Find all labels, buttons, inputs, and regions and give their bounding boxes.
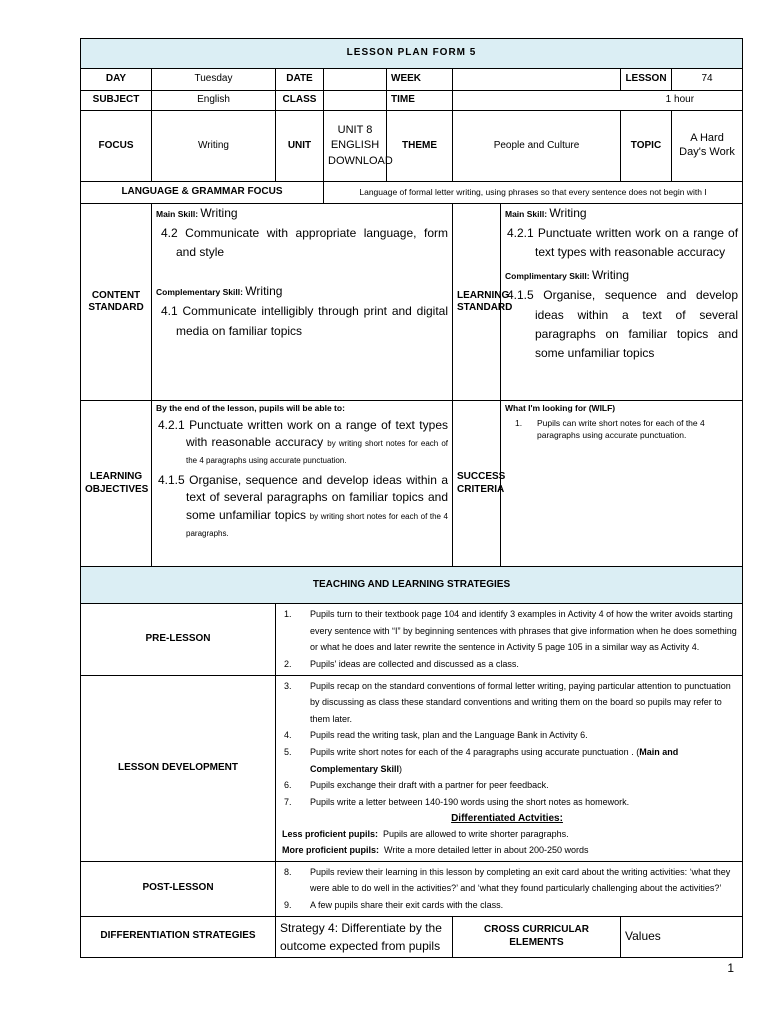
learning-comp-skill: Writing	[591, 268, 630, 283]
pre-lesson-label: PRE-LESSON	[81, 604, 276, 676]
learning-objectives-label: LEARNING OBJECTIVES	[81, 401, 152, 567]
dev-step-3: 3. Pupils recap on the standard conventions of formal letter writing, paying particular attention to punctuation by discussing as class these standard conventions and writing them on the board so pupils may refer to them later.	[284, 680, 731, 724]
content-comp-skill: Writing	[245, 284, 283, 299]
subject-value: English	[152, 91, 276, 111]
content-comp-text: 4.1 Communicate intelligibly through print and digital media on familiar topics	[161, 304, 448, 338]
post-lesson-cell	[276, 861, 743, 916]
form-title: LESSON PLAN FORM 5	[81, 39, 743, 69]
pre-lesson-cell	[276, 604, 743, 676]
less-proficient-line: Less proficient pupils: Pupils are allowed to write shorter paragraphs.	[282, 829, 569, 840]
lesson-development-label: LESSON DEVELOPMENT	[81, 675, 276, 861]
cross-curricular-value: Values	[621, 916, 743, 957]
class-label: CLASS	[276, 91, 324, 111]
language-focus-text: Language of formal letter writing, using phrases so that every sentence does not begin with I	[324, 182, 743, 204]
objective-2: 4.1.5 Organise, sequence and develop ideas within a text of several paragraphs on familiar topics and some unfamiliar topics	[158, 472, 448, 522]
class-value	[324, 91, 387, 111]
content-comp-label: Complementary Skill:	[156, 287, 243, 298]
lesson-plan-page	[80, 38, 742, 958]
learning-main-label: Main Skill:	[505, 209, 548, 219]
wilf-item-1: 1. Pupils can write short notes for each of the 4 paragraphs using accurate punctuation.	[515, 417, 705, 440]
week-value	[453, 69, 621, 91]
topic-label: TOPIC	[621, 111, 672, 182]
success-criteria-cell	[501, 401, 743, 567]
day-label: DAY	[81, 69, 152, 91]
objective-2-tail: by writing short notes for each of the 4 paragraphs.	[186, 511, 448, 538]
learning-main-skill: Writing	[549, 206, 587, 220]
learning-comp-text: 4.1.5 Organise, sequence and develop ideas within a text of several paragraphs on familiar topics and some unfamiliar topics	[507, 288, 739, 360]
page-number: 1	[727, 961, 734, 975]
dev-step-5: 5. Pupils write short notes for each of the 4 paragraphs using accurate punctuation . (Main and Complementary Skill)	[284, 747, 679, 774]
week-label: WEEK	[387, 69, 453, 91]
content-standard-cell	[152, 204, 453, 401]
cross-curricular-label: CROSS CURRICULAR ELEMENTS	[453, 916, 621, 957]
date-value	[324, 69, 387, 91]
learning-objectives-cell	[152, 401, 453, 567]
post-step-8: 8. Pupils review their learning in this lesson by completing an exit card about the writing activities: ‘what they were able to do well in the activities?’ and ‘what they found particularly challenging about the activities?’	[284, 866, 731, 894]
lesson-plan-table	[80, 38, 743, 958]
learning-main-text: 4.2.1 Punctuate written work on a range of text types with reasonable accuracy	[507, 226, 739, 260]
strategies-title: TEACHING AND LEARNING STRATEGIES	[81, 567, 743, 604]
unit-value: UNIT 8 ENGLISH DOWNLOAD	[324, 111, 387, 182]
content-main-skill: Writing	[200, 206, 238, 220]
topic-value: A Hard Day's Work	[672, 111, 743, 182]
objective-1-tail: by writing short notes for each of the 4 paragraphs using accurate punctuation.	[186, 439, 448, 466]
subject-label: SUBJECT	[81, 91, 152, 111]
day-value: Tuesday	[152, 69, 276, 91]
learning-comp-label: Complimentary Skill:	[505, 271, 590, 282]
success-criteria-label: SUCCESS CRITERIA	[453, 401, 501, 567]
post-lesson-label: POST-LESSON	[81, 861, 276, 916]
language-focus-label: LANGUAGE & GRAMMAR FOCUS	[81, 182, 324, 204]
content-main-label: Main Skill:	[156, 209, 199, 219]
content-standard-label: CONTENT STANDARD	[81, 204, 152, 401]
wilf-heading: What I'm looking for (WILF)	[505, 403, 616, 413]
content-main-text: 4.2 Communicate with appropriate language, form and style	[161, 226, 448, 260]
objectives-intro: By the end of the lesson, pupils will be able to:	[156, 403, 345, 413]
theme-value: People and Culture	[453, 111, 621, 182]
more-proficient-line: More proficient pupils: Write a more detailed letter in about 200-250 words	[282, 844, 589, 855]
dev-step-7: 7. Pupils write a letter between 140-190 words using the short notes as homework.	[284, 797, 630, 808]
objective-1: 4.2.1 Punctuate written work on a range of text types with reasonable accuracy	[158, 417, 448, 450]
unit-label: UNIT	[276, 111, 324, 182]
pre-step-2: 2. Pupils' ideas are collected and discussed as a class.	[284, 658, 519, 669]
learning-standard-label: LEARNING STANDARD	[453, 204, 501, 401]
differentiation-strategy-text: Strategy 4: Differentiate by the outcome expected from pupils	[276, 916, 453, 957]
focus-value: Writing	[152, 111, 276, 182]
dev-step-6: 6. Pupils exchange their draft with a partner for peer feedback.	[284, 780, 549, 791]
date-label: DATE	[276, 69, 324, 91]
lesson-development-cell	[276, 675, 743, 861]
focus-label: FOCUS	[81, 111, 152, 182]
pre-step-1: 1. Pupils turn to their textbook page 104 and identify 3 examples in Activity 4 of how the writer avoids starting every sentence with “I” by beginning sentences with phrases that give information when he does something or what he does and later rewrite the sentence in Activity 5 page 105 in a similar way as Activity 4.	[284, 609, 737, 653]
lesson-label: LESSON	[621, 69, 672, 91]
learning-standard-cell	[501, 204, 743, 401]
time-label: TIME	[387, 91, 453, 111]
theme-label: THEME	[387, 111, 453, 182]
differentiation-strategies-label: DIFFERENTIATION STRATEGIES	[81, 916, 276, 957]
dev-step-4: 4. Pupils read the writing task, plan and the Language Bank in Activity 6.	[284, 730, 588, 741]
post-step-9: 9. A few pupils share their exit cards with the class.	[284, 899, 504, 910]
differentiated-activities-heading: Differentiated Actvities:	[451, 812, 563, 824]
lesson-value: 74	[672, 69, 743, 91]
time-value: 1 hour	[453, 91, 743, 111]
